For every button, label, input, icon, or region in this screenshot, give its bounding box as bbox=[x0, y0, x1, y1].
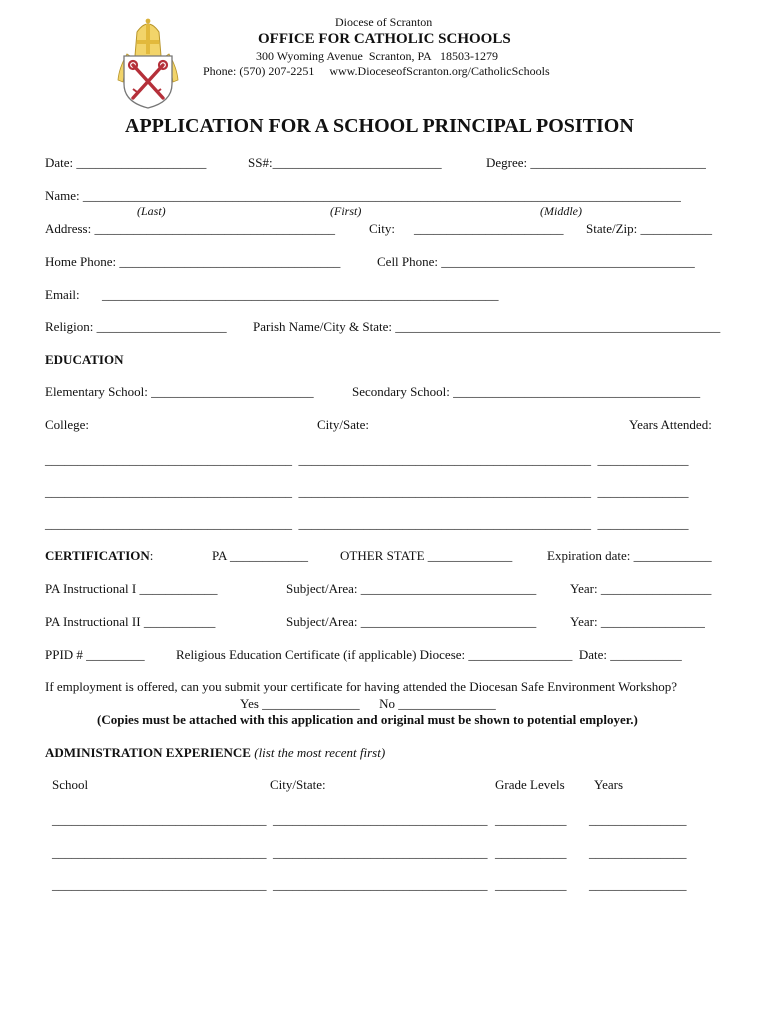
certification-colon: : bbox=[149, 548, 154, 563]
year-1-field[interactable]: Year: _________________ bbox=[570, 581, 712, 596]
name-middle-caption: (Middle) bbox=[540, 204, 582, 218]
college-row[interactable]: ______________________________________ _____________________________________________ ______________ bbox=[45, 516, 689, 531]
education-heading: EDUCATION bbox=[45, 352, 124, 367]
city-field[interactable]: _______________________ bbox=[414, 221, 564, 236]
college-row[interactable]: ______________________________________ _____________________________________________ ______________ bbox=[45, 452, 689, 467]
admin-row-school[interactable]: _________________________________ bbox=[52, 877, 267, 892]
pa-cert-field[interactable]: PA ____________ bbox=[212, 548, 308, 563]
college-row[interactable]: ______________________________________ _____________________________________________ ______________ bbox=[45, 484, 689, 499]
col-city-state-label: City/State: bbox=[270, 777, 326, 792]
email-field[interactable]: _____________________________________________________________ bbox=[102, 287, 499, 302]
col-school-label: School bbox=[52, 777, 89, 792]
diocese-name: Diocese of Scranton bbox=[335, 15, 433, 29]
col-years-label: Years bbox=[594, 777, 624, 792]
religion-field[interactable]: Religion: ____________________ bbox=[45, 319, 227, 334]
safe-environment-question: If employment is offered, can you submit your certificate for having attended the Diocesan Safe Environment Workshop? bbox=[45, 679, 678, 694]
admin-row-grade[interactable]: ___________ bbox=[495, 845, 567, 860]
city-label: City: bbox=[369, 221, 396, 236]
certification-label: CERTIFICATION bbox=[45, 548, 150, 563]
subject-area-2-field[interactable]: Subject/Area: ___________________________ bbox=[286, 614, 537, 629]
ppid-field[interactable]: PPID # _________ bbox=[45, 647, 145, 662]
home-phone-field[interactable]: Home Phone: __________________________________ bbox=[45, 254, 341, 269]
col-grade-levels-label: Grade Levels bbox=[495, 777, 565, 792]
admin-row-school[interactable]: _________________________________ bbox=[52, 845, 267, 860]
email-label: Email: bbox=[45, 287, 80, 302]
pa-instructional-1-field[interactable]: PA Instructional I ____________ bbox=[45, 581, 218, 596]
address-field[interactable]: Address: _____________________________________ bbox=[45, 221, 335, 236]
degree-field[interactable]: Degree: ___________________________ bbox=[486, 155, 706, 170]
parish-field[interactable]: Parish Name/City & State: __________________________________________________ bbox=[253, 319, 721, 334]
administration-heading-line bbox=[45, 746, 385, 759]
admin-row-years[interactable]: _______________ bbox=[589, 812, 687, 827]
name-last-caption: (Last) bbox=[137, 204, 166, 218]
pa-instructional-2-field[interactable]: PA Instructional II ___________ bbox=[45, 614, 216, 629]
admin-row-city[interactable]: _________________________________ bbox=[273, 877, 488, 892]
expiration-date-field[interactable]: Expiration date: ____________ bbox=[547, 548, 712, 563]
years-attended-label: Years Attended: bbox=[629, 417, 712, 432]
office-address: 300 Wyoming Avenue Scranton, PA 18503-1279 bbox=[256, 49, 499, 63]
subject-area-1-field[interactable]: Subject/Area: ___________________________ bbox=[286, 581, 537, 596]
admin-row-grade[interactable]: ___________ bbox=[495, 877, 567, 892]
admin-row-years[interactable]: _______________ bbox=[589, 877, 687, 892]
admin-row-city[interactable]: _________________________________ bbox=[273, 845, 488, 860]
college-city-label: City/Sate: bbox=[317, 417, 369, 432]
office-name: OFFICE FOR CATHOLIC SCHOOLS bbox=[258, 31, 511, 47]
college-label: College: bbox=[45, 417, 90, 432]
admin-row-years[interactable]: _______________ bbox=[589, 845, 687, 860]
elementary-school-field[interactable]: Elementary School: _________________________ bbox=[45, 384, 314, 399]
year-2-field[interactable]: Year: ________________ bbox=[570, 614, 705, 629]
office-phone-web: Phone: (570) 207-2251 www.DioceseofScranton.org/CatholicSchools bbox=[203, 64, 550, 78]
copies-note: (Copies must be attached with this application and original must be shown to potential employer.) bbox=[97, 712, 638, 727]
date-field[interactable]: Date: ____________________ bbox=[45, 155, 207, 170]
secondary-school-field[interactable]: Secondary School: ______________________________________ bbox=[352, 384, 701, 399]
page-title: APPLICATION FOR A SCHOOL PRINCIPAL POSITION bbox=[125, 115, 634, 137]
administration-subheading: (list the most recent first) bbox=[254, 745, 386, 760]
admin-row-city[interactable]: _________________________________ bbox=[273, 812, 488, 827]
admin-row-school[interactable]: _________________________________ bbox=[52, 812, 267, 827]
yes-no-field[interactable]: Yes _______________ No _______________ bbox=[240, 696, 496, 711]
administration-heading: ADMINISTRATION EXPERIENCE bbox=[45, 745, 251, 760]
religious-education-field[interactable]: Religious Education Certificate (if applicable) Diocese: ________________ Date: ___________ bbox=[176, 647, 682, 662]
diocese-coat-of-arms-icon bbox=[113, 18, 183, 110]
name-first-caption: (First) bbox=[330, 204, 362, 218]
cell-phone-field[interactable]: Cell Phone: _______________________________________ bbox=[377, 254, 695, 269]
admin-row-grade[interactable]: ___________ bbox=[495, 812, 567, 827]
ss-field[interactable]: SS#:__________________________ bbox=[248, 155, 442, 170]
other-state-field[interactable]: OTHER STATE _____________ bbox=[340, 548, 513, 563]
name-field[interactable]: Name: ____________________________________________________________________________________________ bbox=[45, 188, 681, 203]
certification-heading bbox=[45, 549, 153, 562]
state-zip-field[interactable]: State/Zip: ___________ bbox=[586, 221, 713, 236]
